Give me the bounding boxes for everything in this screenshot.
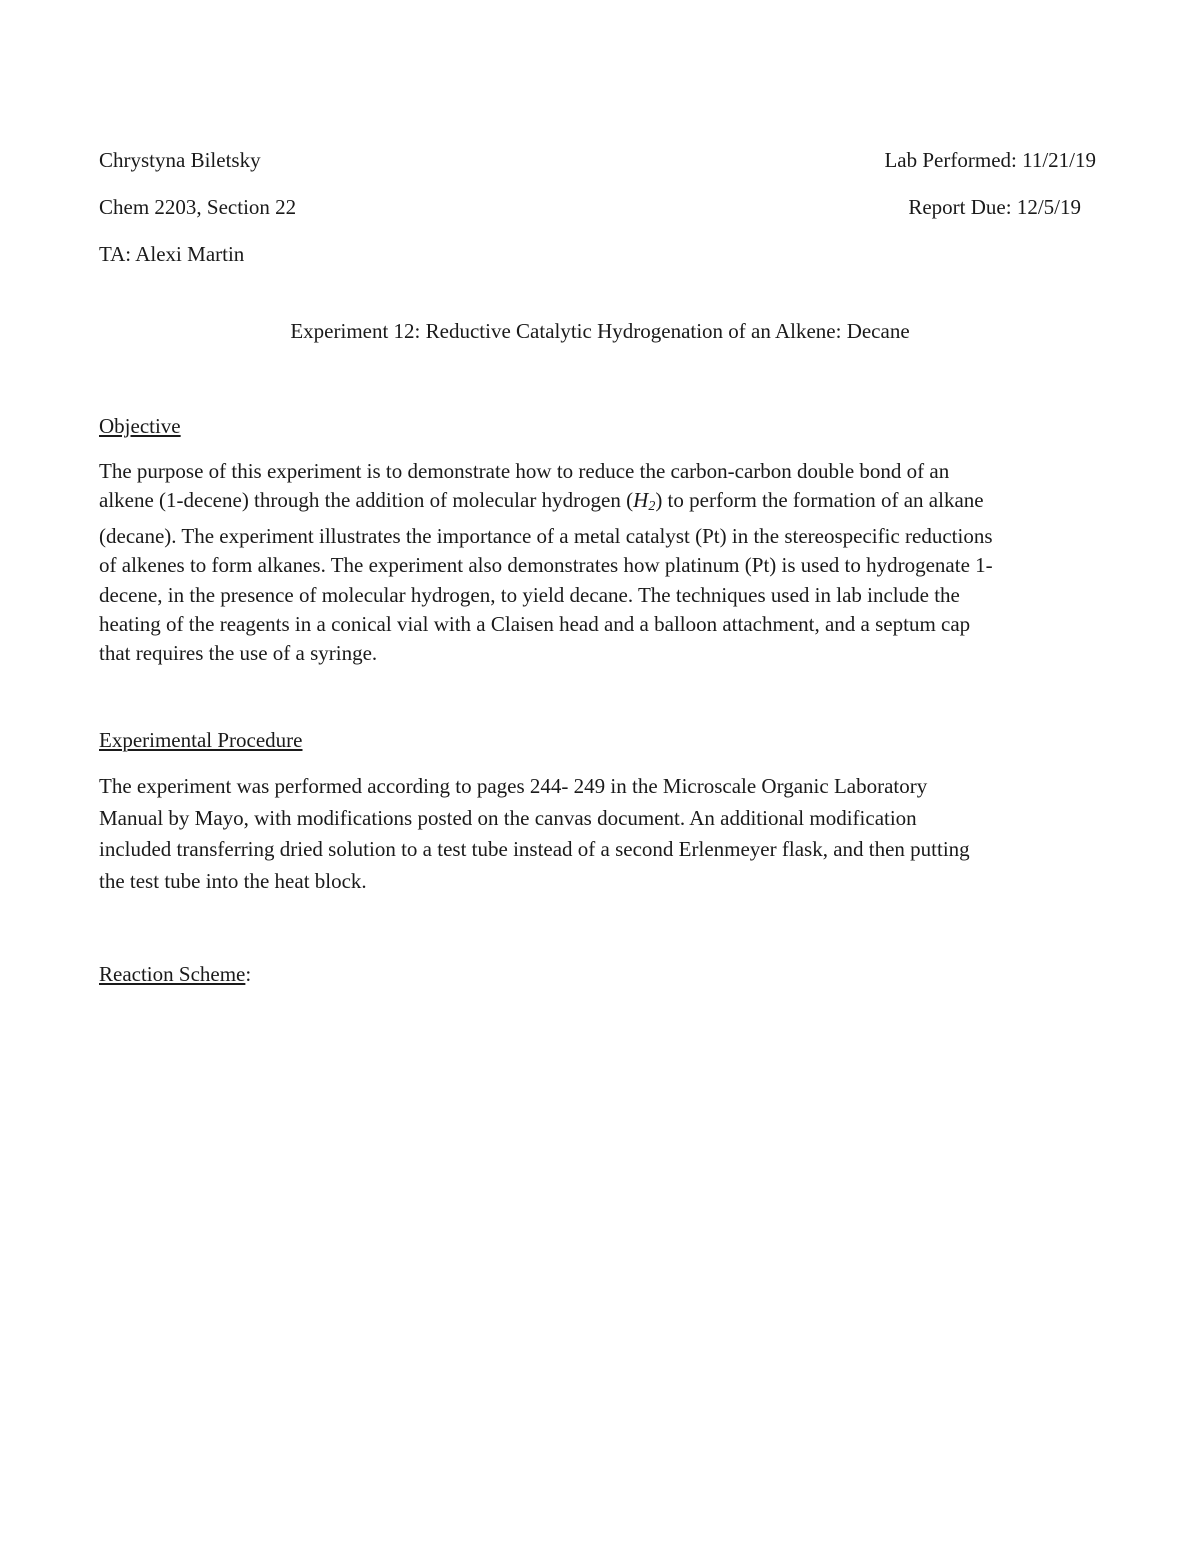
objective-line <box>99 486 1109 521</box>
lab-performed-date: Lab Performed: 11/21/19 <box>884 148 1096 172</box>
procedure-line: The experiment was performed according to pages 244- 249 in the Microscale Organic Laboratory <box>99 774 928 798</box>
objective-line-part: alkene (1-decene) through the addition of molecular hydrogen ( <box>99 488 634 513</box>
procedure-heading: Experimental Procedure <box>99 728 303 752</box>
procedure-paragraph <box>99 771 1109 897</box>
objective-line: heating of the reagents in a conical vial with a Claisen head and a balloon attachment, and a septum cap <box>99 612 971 637</box>
objective-line: of alkenes to form alkanes. The experiment also demonstrates how platinum (Pt) is used to hydrogenate 1- <box>99 553 993 578</box>
procedure-line: included transferring dried solution to a test tube instead of a second Erlenmeyer flask, and then putting <box>99 837 970 861</box>
objective-line: (decane). The experiment illustrates the importance of a metal catalyst (Pt) in the stereospecific reductions <box>99 523 993 548</box>
objective-line: The purpose of this experiment is to demonstrate how to reduce the carbon-carbon double bond of an <box>99 459 950 483</box>
objective-line: decene, in the presence of molecular hydrogen, to yield decane. The techniques used in lab include the <box>99 582 960 607</box>
objective-heading: Objective <box>99 414 181 438</box>
report-due-date: Report Due: 12/5/19 <box>908 195 1081 219</box>
objective-paragraph <box>99 457 1109 669</box>
procedure-line: the test tube into the heat block. <box>99 868 367 893</box>
document-title: Experiment 12: Reductive Catalytic Hydrogenation of an Alkene: Decane <box>290 319 910 343</box>
h2-letter: H <box>633 488 649 513</box>
teaching-assistant: TA: Alexi Martin <box>99 242 245 266</box>
reaction-scheme-heading: Reaction Scheme <box>99 962 246 986</box>
objective-line-part: ) to perform the formation of an alkane <box>655 488 984 513</box>
h2-subscript: 2 <box>648 499 656 515</box>
objective-line: that requires the use of a syringe. <box>99 641 378 666</box>
h2-formula <box>633 488 656 515</box>
procedure-line: Manual by Mayo, with modifications posted on the canvas document. An additional modification <box>99 805 917 830</box>
reaction-scheme-colon: : <box>245 962 252 986</box>
course-section: Chem 2203, Section 22 <box>99 195 297 219</box>
author-name: Chrystyna Biletsky <box>99 148 261 172</box>
reaction-scheme-heading-row <box>99 961 251 987</box>
